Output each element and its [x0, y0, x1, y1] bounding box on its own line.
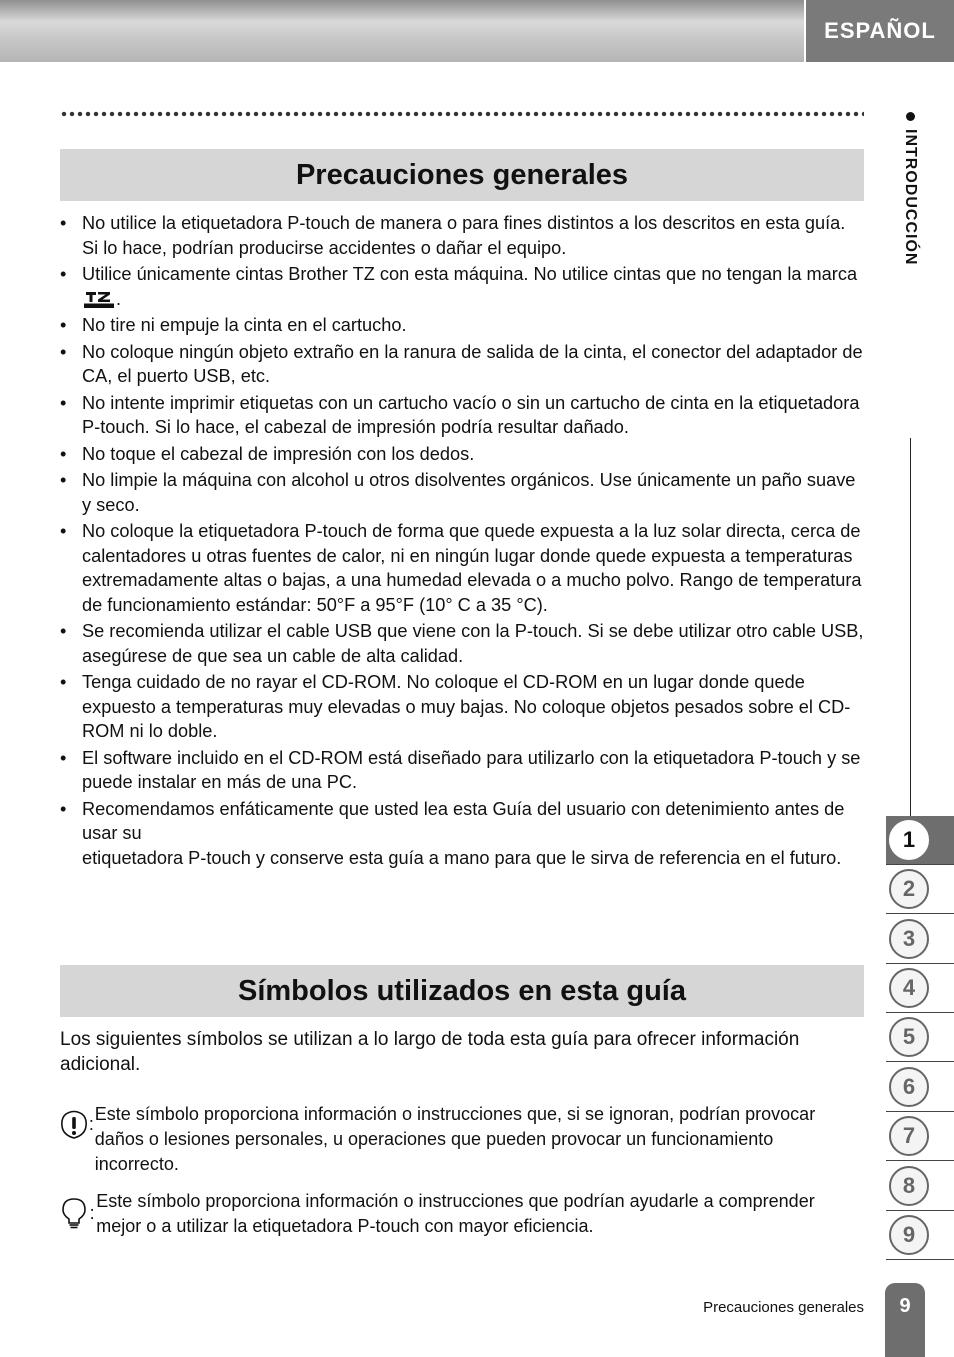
list-item: • Utilice únicamente cintas Brother TZ con esta máquina. No utilice cintas que no tengan la marca .: [60, 262, 864, 311]
tz-tape-logo-icon: [84, 290, 114, 308]
list-item: • Recomendamos enfáticamente que usted lea esta Guía del usuario con detenimiento antes de usar su etiquetadora P-touch y conserve esta guía a mano para que le sirva de referencia en el futuro.: [60, 797, 864, 871]
symbol-colon: :: [89, 1203, 95, 1223]
chapter-number: 5: [889, 1017, 929, 1057]
chapter-tab-8[interactable]: [886, 1162, 954, 1211]
chapter-tab-7[interactable]: [886, 1112, 954, 1161]
list-item: • Tenga cuidado de no rayar el CD-ROM. No coloque el CD-ROM en un lugar donde quede expuesto a temperaturas muy elevadas o muy bajas. No coloque objetos pesados sobre el CD-ROM ni lo doble.: [60, 670, 864, 744]
list-item: • No limpie la máquina con alcohol u otros disolventes orgánicos. Use únicamente un paño suave y seco.: [60, 468, 864, 517]
page-number: 9: [885, 1283, 925, 1357]
warning-icon: [60, 1110, 88, 1142]
tip-symbol-row: [60, 1189, 820, 1239]
precautions-list: [60, 211, 864, 872]
bullet-dot-icon: [906, 112, 915, 121]
list-item: • No utilice la etiquetadora P-touch de manera o para fines distintos a los descritos en esta guía. Si lo hace, podrían producirse accidentes o dañar el equipo.: [60, 211, 864, 260]
list-item: • No toque el cabezal de impresión con los dedos.: [60, 442, 864, 467]
warning-symbol-row: [60, 1102, 820, 1177]
chapter-tab-4[interactable]: [886, 964, 954, 1013]
list-item: • No coloque ningún objeto extraño en la ranura de salida de la cinta, el conector del adaptador de CA, el puerto USB, etc.: [60, 340, 864, 389]
warning-description: Este símbolo proporciona información o instrucciones que, si se ignoran, podrían provocar daños o lesiones personales, u operaciones que pueden provocar un funcionamiento incorrecto.: [94, 1104, 816, 1174]
chapter-tab-3[interactable]: [886, 915, 954, 964]
language-tab: ESPAÑOL: [806, 0, 954, 62]
sidebar-vertical-rule: [910, 438, 911, 816]
section-title-precauciones: Precauciones generales: [60, 149, 864, 201]
chapter-tab-9[interactable]: [886, 1211, 954, 1260]
symbols-intro: Los siguientes símbolos se utilizan a lo largo de toda esta guía para ofrecer información adicional.: [60, 1029, 800, 1075]
chapter-number: 8: [889, 1166, 929, 1206]
footer-section-name: Precauciones generales: [703, 1299, 864, 1316]
chapter-number: 9: [889, 1215, 929, 1255]
chapter-number: 3: [889, 919, 929, 959]
header-banner: [0, 0, 804, 62]
tip-description: Este símbolo proporciona información o instrucciones que podrían ayudarle a comprender mejor o a utilizar la etiquetadora P-touch con mayor eficiencia.: [96, 1191, 815, 1236]
chapter-number: 2: [889, 869, 929, 909]
chapter-tab-6[interactable]: [886, 1063, 954, 1112]
lightbulb-icon: [60, 1197, 88, 1229]
chapter-tab-2[interactable]: [886, 865, 954, 914]
list-item: • Se recomienda utilizar el cable USB que viene con la P-touch. Si se debe utilizar otro cable USB, asegúrese de que sea un cable de alta calidad.: [60, 619, 864, 668]
symbol-colon: :: [88, 1114, 94, 1134]
chapter-number: 4: [889, 968, 929, 1008]
list-item: • No intente imprimir etiquetas con un cartucho vacío o sin un cartucho de cinta en la etiquetadora P-touch. Si lo hace, el cabezal de impresión podría resultar dañado.: [60, 391, 864, 440]
chapter-number: 7: [889, 1116, 929, 1156]
chapter-tab-5[interactable]: [886, 1013, 954, 1062]
section-title-simbolos: Símbolos utilizados en esta guía: [60, 965, 864, 1017]
chapter-side-title: INTRODUCCIÓN: [891, 112, 919, 302]
list-item: • No tire ni empuje la cinta en el cartucho.: [60, 313, 864, 338]
list-item: • No coloque la etiquetadora P-touch de forma que quede expuesta a la luz solar directa, cerca de calentadores u otras fuentes de calor, ni en ningún lugar donde quede expuesta a temperaturas extremadamente altas o bajas, a una humedad elevada o a mucho polvo. Rango de temperatura de funcionamiento estándar: 50°F a 95°F (10° C a 35 °C).: [60, 519, 864, 617]
list-item: • El software incluido en el CD-ROM está diseñado para utilizarlo con la etiquetadora P-touch y se puede instalar en más de una PC.: [60, 746, 864, 795]
chapter-number: 6: [889, 1067, 929, 1107]
chapter-tab-1[interactable]: [886, 816, 954, 865]
dotted-divider: [60, 110, 864, 118]
chapter-number: 1: [889, 820, 929, 860]
